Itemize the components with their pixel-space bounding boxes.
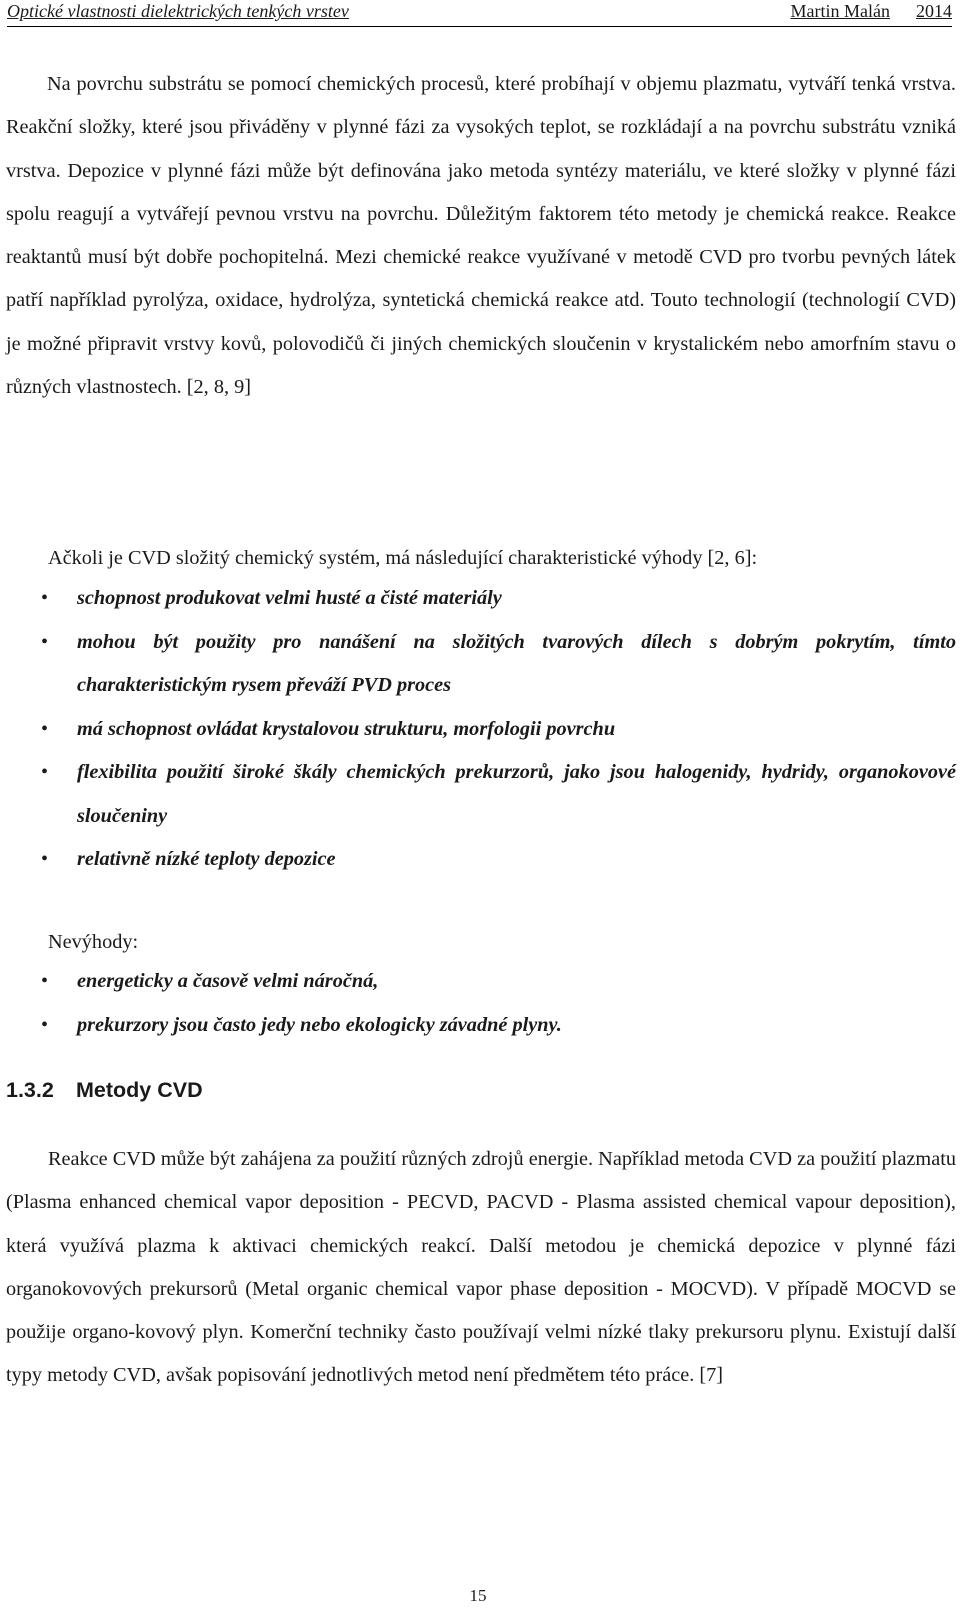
- advantages-list: [0, 577, 956, 882]
- page-number: 15: [469, 1586, 487, 1605]
- advantages-lead: Ačkoli je CVD složitý chemický systém, má následující charakteristické výhody [2, 6]:: [48, 547, 758, 569]
- list-item-text: energeticky a časově velmi náročná,: [77, 970, 379, 992]
- bullet-icon: •: [41, 970, 49, 992]
- list-item-text: schopnost produkovat velmi husté a čisté materiály: [77, 587, 502, 609]
- bullet-icon: •: [41, 587, 49, 609]
- document-year: 2014: [916, 1, 952, 21]
- list-item-text: prekurzory jsou často jedy nebo ekologicky závadné plyny.: [77, 1013, 562, 1036]
- bullet-icon: •: [41, 717, 49, 740]
- bullet-icon: •: [41, 761, 49, 783]
- paragraph-cvd-methods: Reakce CVD může být zahájena za použití různých zdrojů energie. Například metoda CVD za použití plazmatu (Plasma enhanced chemical vapor deposition - PECVD, PACVD - Plasma assisted chemical vapour deposition), která využívá plazma k aktivaci chemických reakcí. Další metodou je chemická depozice v plynné fázi organokovových prekursorů (Metal organic chemical vapor phase deposition - MOCVD). V případě MOCVD se použije organo-kovový plyn. Komerční techniky často používají velmi nízké tlaky prekursoru plynu. Existují další typy metody CVD, avšak popisování jednotlivých metod není předmětem této práce. [7]: [6, 1148, 956, 1387]
- section-number: 1.3.2: [6, 1078, 54, 1102]
- running-header: [7, 0, 952, 27]
- bullet-icon: •: [41, 630, 49, 653]
- list-item: [0, 838, 956, 882]
- list-item-text: mohou být použity pro nanášení na složitých tvarových dílech s dobrým pokrytím, tímto charakteristickým rysem převáží PVD proces: [77, 630, 956, 696]
- author-name: Martin Malán: [790, 1, 890, 21]
- disadvantages-list: [0, 960, 956, 1047]
- list-item: [0, 708, 956, 752]
- list-item: [0, 1004, 956, 1048]
- paragraph-cvd-description: Na povrchu substrátu se pomocí chemických procesů, které probíhají v objemu plazmatu, vytváří tenká vrstva. Reakční složky, které jsou přiváděny v plynné fázi za vysokých teplot, se rozkládají a na povrchu substrátu vzniká vrstva. Depozice v plynné fázi může být definována jako metoda syntézy materiálu, ve které složky v plynné fázi spolu reagují a vytvářejí pevnou vrstvu na povrchu. Důležitým faktorem této metody je chemická reakce. Reakce reaktantů musí být dobře pochopitelná. Mezi chemické reakce využívané v metodě CVD pro tvorbu pevných látek patří například pyrolýza, oxidace, hydrolýza, syntetická chemická reakce atd. Touto technologií (technologií CVD) je možné připravit vrstvy kovů, polovodičů či jiných chemických sloučenin v krystalickém nebo amorfním stavu o různých vlastnostech. [2, 8, 9]: [6, 73, 956, 399]
- section-title: Metody CVD: [76, 1078, 203, 1102]
- list-item: [0, 577, 956, 621]
- bullet-icon: •: [41, 1013, 49, 1036]
- list-item: [0, 751, 956, 838]
- list-item-text: má schopnost ovládat krystalovou strukturu, morfologii povrchu: [77, 717, 616, 740]
- document-title: Optické vlastnosti dielektrických tenkých vrstev: [7, 1, 349, 21]
- section-heading: [6, 1077, 203, 1103]
- list-item: [0, 621, 956, 708]
- list-item: [0, 960, 956, 1004]
- list-item-text: relativně nízké teploty depozice: [77, 848, 336, 870]
- disadvantages-lead: Nevýhody:: [48, 931, 139, 953]
- bullet-icon: •: [41, 848, 49, 870]
- list-item-text: flexibilita použití široké škály chemických prekurzorů, jako jsou halogenidy, hydridy, organokovové sloučeniny: [77, 761, 956, 827]
